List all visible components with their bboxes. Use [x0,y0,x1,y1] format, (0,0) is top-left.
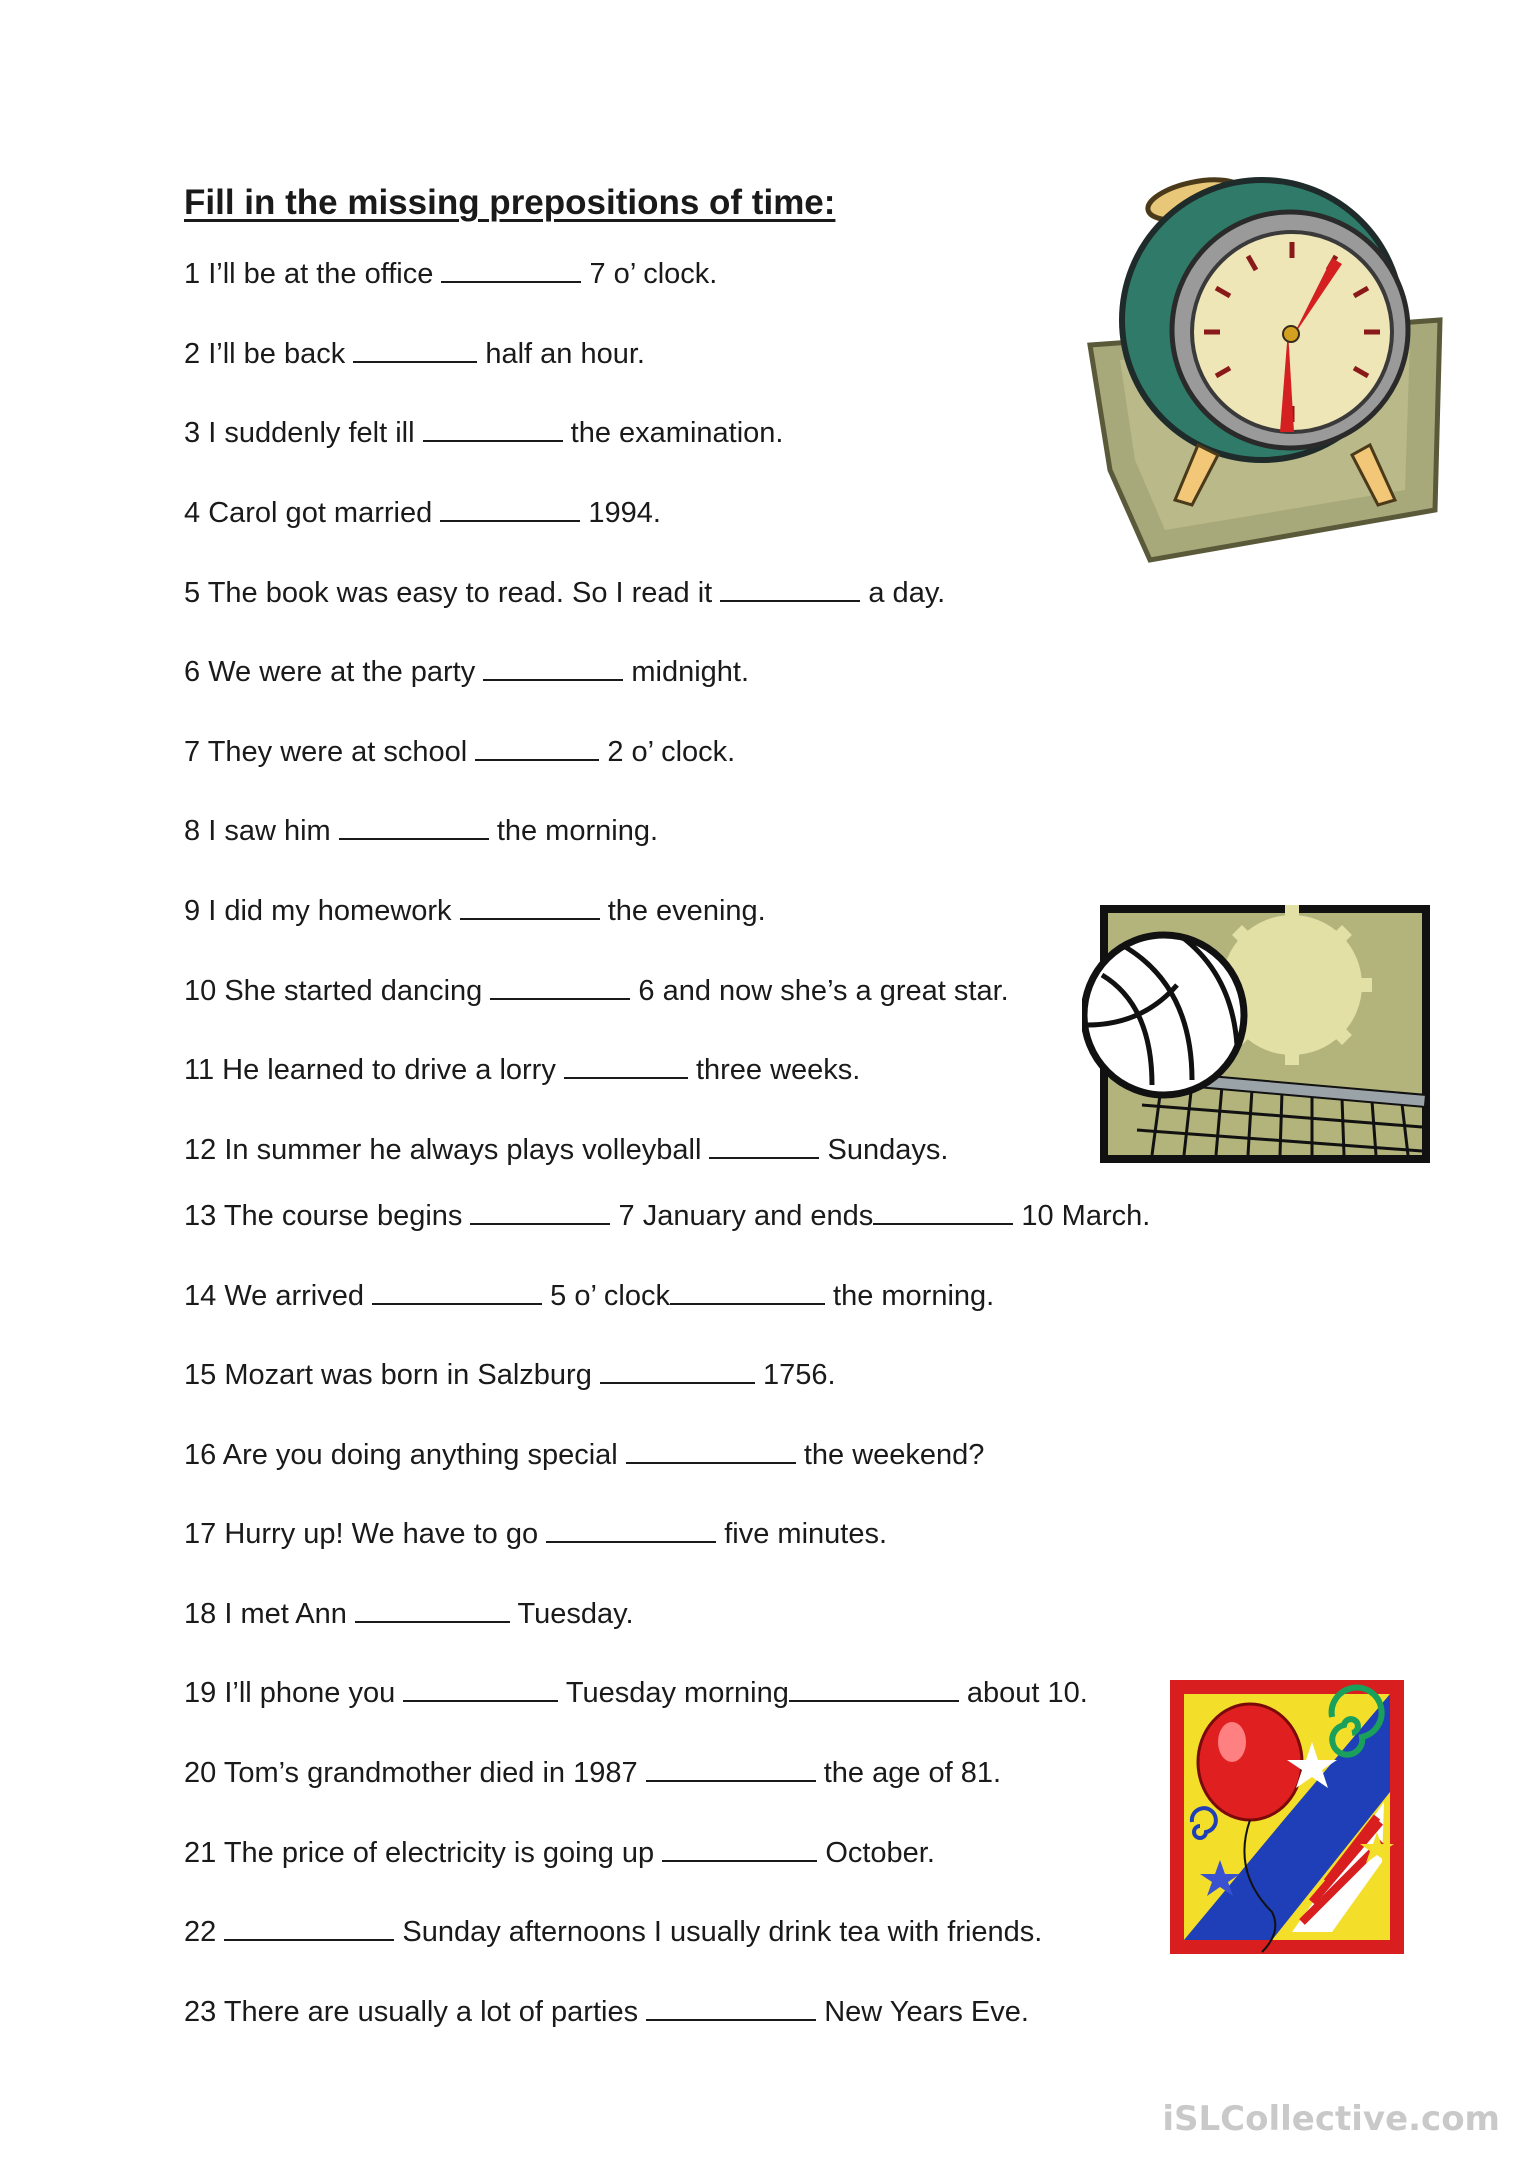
answer-blank[interactable] [490,972,630,1000]
item-text: half an hour. [485,338,645,370]
item-number: 12 [184,1134,217,1166]
exercise-item [184,1131,948,1168]
item-number: 21 [184,1837,217,1869]
item-text: In summer he always plays volleyball [224,1134,702,1166]
item-text: a day. [868,577,946,609]
exercise-item [184,1277,994,1314]
answer-blank[interactable] [709,1131,819,1159]
item-text: 7 January and ends [618,1200,874,1232]
item-text: She started dancing [224,975,483,1007]
item-text: New Years Eve. [824,1996,1029,2028]
item-number: 8 [184,815,201,847]
item-text: October. [825,1837,935,1869]
item-number: 3 [184,417,201,449]
answer-blank[interactable] [483,653,623,681]
item-text: They were at school [207,736,468,768]
item-text: I met Ann [224,1598,347,1630]
answer-blank[interactable] [441,255,581,283]
answer-blank[interactable] [564,1051,688,1079]
exercise-item [184,1197,1150,1234]
item-number: 20 [184,1757,217,1789]
exercise-item [184,653,749,690]
item-text: 2 o’ clock. [607,736,736,768]
item-text: about 10. [966,1677,1088,1709]
item-text: five minutes. [724,1518,888,1550]
item-text: We were at the party [208,656,476,688]
answer-blank[interactable] [339,812,489,840]
exercise-item [184,1436,984,1473]
volleyball-icon [1082,905,1432,1163]
exercise-item [184,1993,1029,2030]
answer-blank[interactable] [440,494,580,522]
item-number: 15 [184,1359,217,1391]
item-number: 6 [184,656,201,688]
item-text: I suddenly felt ill [208,417,415,449]
exercise-item [184,574,945,611]
item-number: 9 [184,895,201,927]
item-text: 10 March. [1021,1200,1151,1232]
exercise-item [184,1754,1001,1791]
exercise-item [184,812,658,849]
item-text: Carol got married [208,497,433,529]
item-number: 13 [184,1200,217,1232]
exercise-item [184,1356,836,1393]
item-text: I’ll be back [208,338,346,370]
item-text: Are you doing anything special [222,1439,618,1471]
answer-blank[interactable] [626,1436,796,1464]
exercise-item [184,494,661,531]
item-number: 19 [184,1677,217,1709]
answer-blank[interactable] [403,1674,558,1702]
answer-blank[interactable] [355,1595,510,1623]
item-text: The course begins [223,1200,463,1232]
item-text: Mozart was born in Salzburg [224,1359,592,1391]
item-text: the morning. [833,1280,995,1312]
answer-blank[interactable] [670,1277,825,1305]
answer-blank[interactable] [475,733,599,761]
item-text: We arrived [224,1280,365,1312]
exercise-item [184,1595,634,1632]
item-text: 1994. [588,497,661,529]
item-text: 7 o’ clock. [589,258,718,290]
exercise-item [184,1834,935,1871]
exercise-item [184,1674,1088,1711]
item-text: 5 o’ clock [550,1280,670,1312]
item-text: 6 and now she’s a great star. [638,975,1009,1007]
item-number: 23 [184,1996,217,2028]
item-text: Tuesday. [517,1598,634,1630]
item-text: Sunday afternoons I usually drink tea with friends. [402,1916,1043,1948]
answer-blank[interactable] [646,1993,816,2021]
item-text: He learned to drive a lorry [222,1054,556,1086]
item-text: The price of electricity is going up [223,1837,655,1869]
item-text: 1756. [762,1359,836,1391]
item-text: midnight. [631,656,750,688]
exercise-item [184,1913,1042,1950]
item-text: Tom’s grandmother died in 1987 [223,1757,638,1789]
exercise-item [184,335,645,372]
party-balloon-icon [1162,1672,1412,1962]
answer-blank[interactable] [873,1197,1013,1225]
worksheet-title: Fill in the missing prepositions of time: [184,183,836,222]
item-number: 17 [184,1518,217,1550]
answer-blank[interactable] [470,1197,610,1225]
watermark: iSLCollective.com [1162,2099,1500,2139]
item-number: 14 [184,1280,217,1312]
item-number: 16 [184,1439,217,1471]
exercise-item [184,733,735,770]
exercise-item [184,972,1009,1009]
item-text: Sundays. [827,1134,949,1166]
item-text: I’ll phone you [224,1677,396,1709]
exercise-item [184,1051,860,1088]
item-text: three weeks. [695,1054,861,1086]
answer-blank[interactable] [789,1674,959,1702]
item-text: the examination. [570,417,784,449]
item-number: 5 [184,577,201,609]
item-text: The book was easy to read. So I read it [207,577,713,609]
item-text: the morning. [496,815,659,847]
item-text: Tuesday morning [565,1677,789,1709]
item-text: the age of 81. [823,1757,1002,1789]
item-text: I did my homework [208,895,452,927]
exercise-item [184,255,717,292]
item-number: 2 [184,338,201,370]
answer-blank[interactable] [646,1754,816,1782]
item-text: the evening. [607,895,766,927]
alarm-clock-icon [1080,170,1450,565]
answer-blank[interactable] [224,1913,394,1941]
answer-blank[interactable] [460,892,600,920]
answer-blank[interactable] [546,1515,716,1543]
item-text: I’ll be at the office [208,258,434,290]
item-number: 7 [184,736,201,768]
exercise-item [184,892,766,929]
answer-blank[interactable] [720,574,860,602]
item-number: 18 [184,1598,217,1630]
item-text: There are usually a lot of parties [223,1996,639,2028]
exercise-item [184,414,783,451]
answer-blank[interactable] [600,1356,755,1384]
answer-blank[interactable] [353,335,477,363]
item-number: 1 [184,258,201,290]
exercise-item [184,1515,887,1552]
item-text: the weekend? [803,1439,985,1471]
answer-blank[interactable] [423,414,563,442]
answer-blank[interactable] [662,1834,817,1862]
item-text: I saw him [208,815,331,847]
item-number: 10 [184,975,217,1007]
item-number: 22 [184,1916,217,1948]
answer-blank[interactable] [372,1277,542,1305]
item-text: Hurry up! We have to go [224,1518,539,1550]
item-number: 11 [184,1054,215,1086]
item-number: 4 [184,497,201,529]
